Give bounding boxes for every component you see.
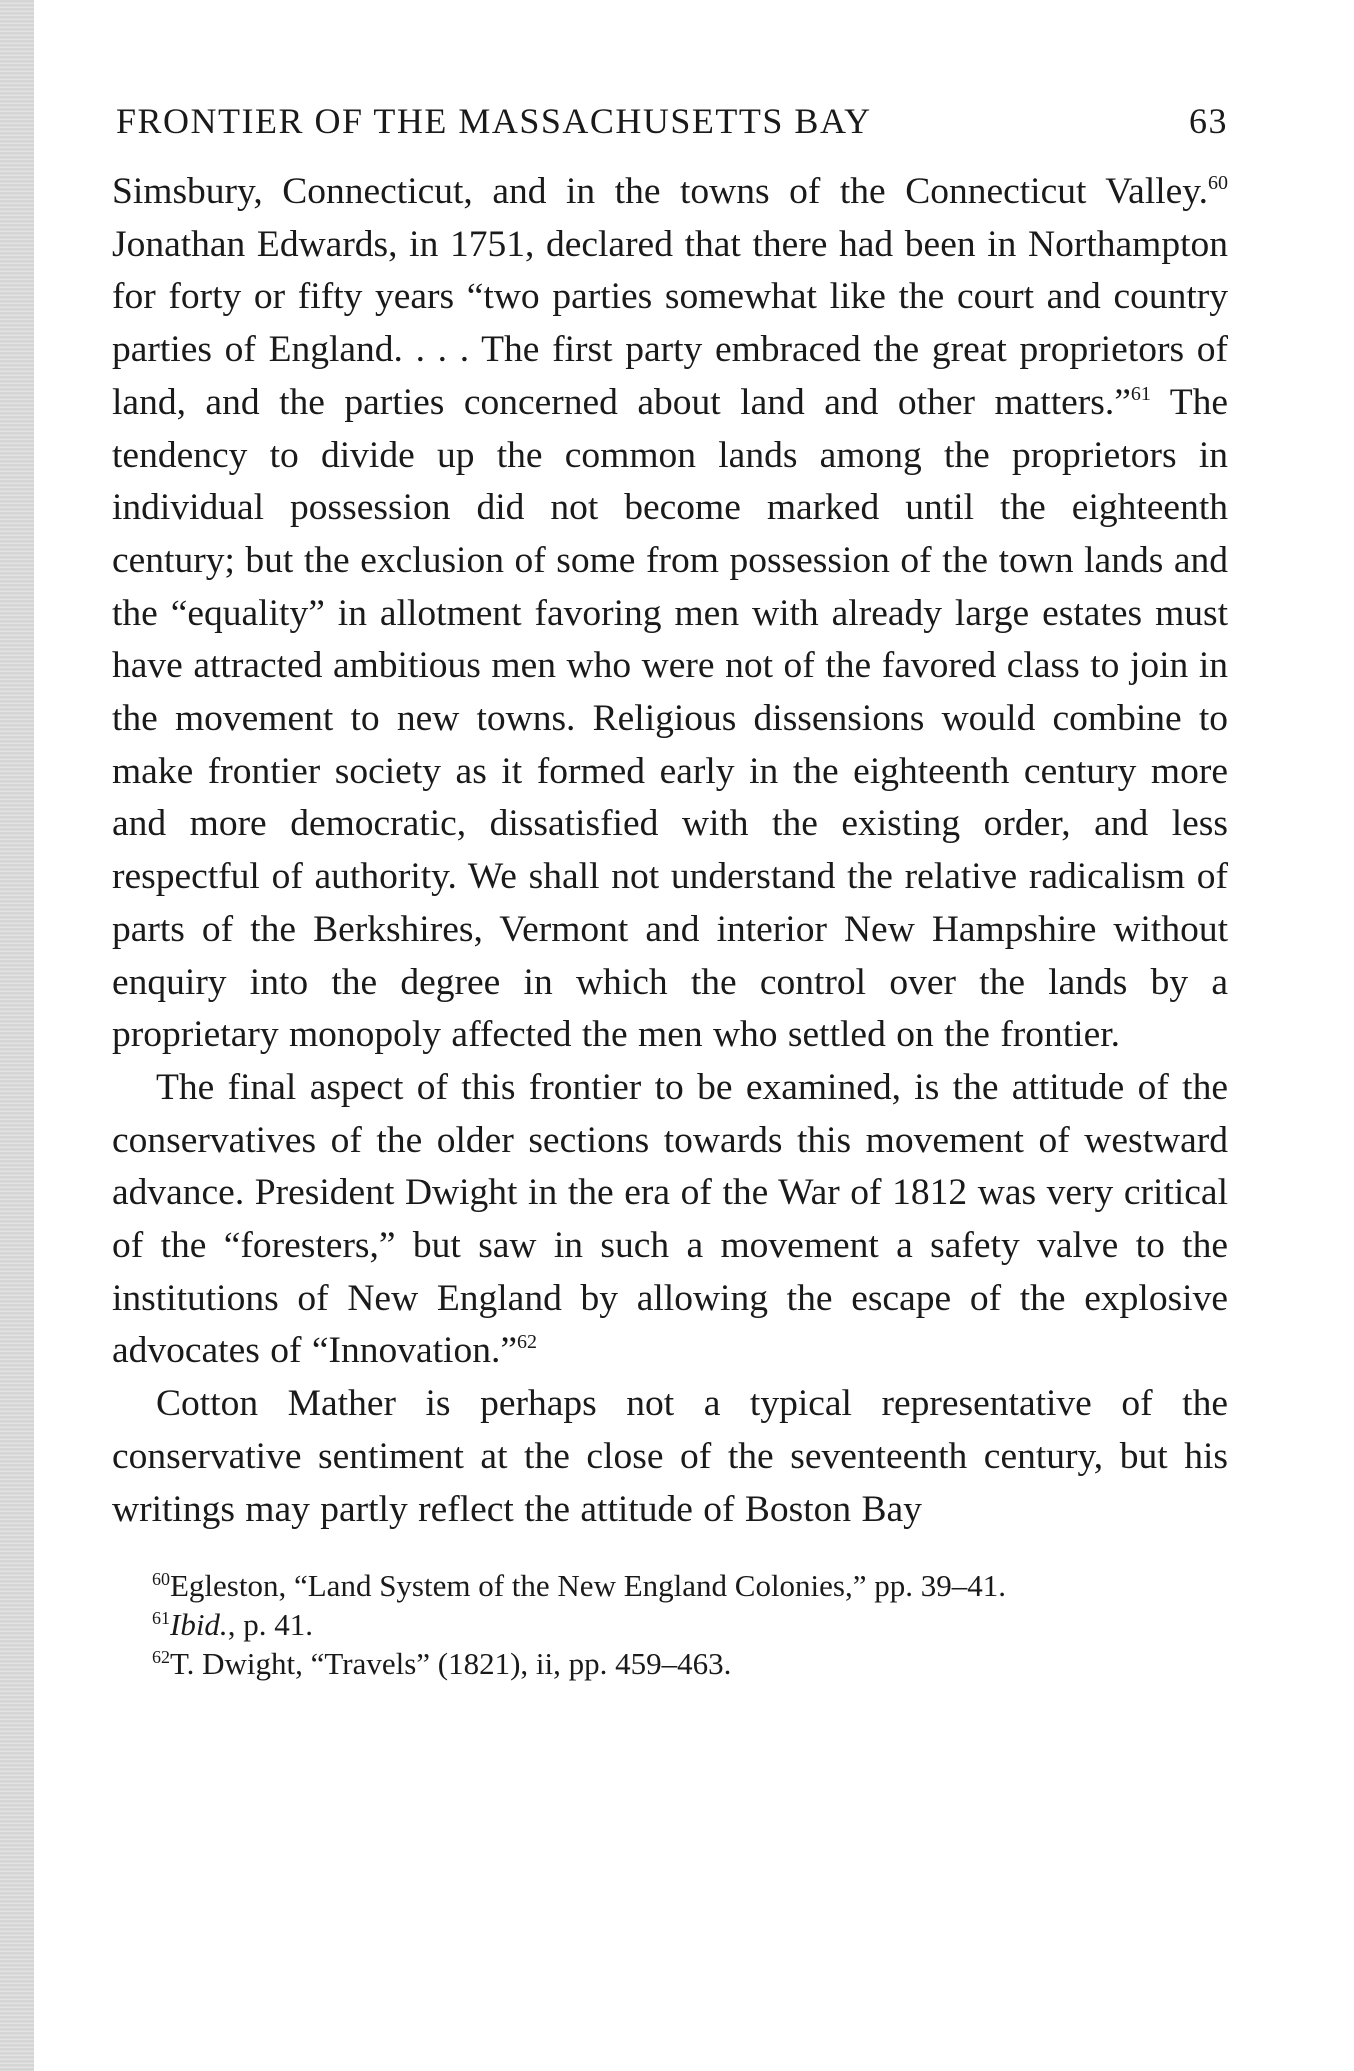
footnote-marker: 62 bbox=[152, 1647, 170, 1668]
scan-edge bbox=[0, 0, 34, 2071]
running-head-title: FRONTIER OF THE MASSACHUSETTS BAY bbox=[116, 101, 872, 141]
running-head bbox=[112, 100, 1228, 142]
text-run: Simsbury, Connecticut, and in the towns of the Connecticut Valley. bbox=[112, 171, 1208, 212]
text-run: Cotton Mather is perhaps not a typical representative of the conservative sentiment at the close of the seventeenth century, but his writings may partly reflect the attitude of Boston Bay bbox=[112, 1383, 1228, 1530]
body-text bbox=[112, 166, 1228, 1536]
footnote-text: , p. 41. bbox=[227, 1607, 313, 1643]
paragraph bbox=[112, 1378, 1228, 1536]
footnote-marker: 61 bbox=[152, 1608, 170, 1629]
footnote-text: Egleston, “Land System of the New England Colonies,” pp. 39–41. bbox=[170, 1568, 1007, 1604]
footnote bbox=[152, 1644, 1228, 1683]
book-page bbox=[112, 100, 1228, 1683]
text-run: The final aspect of this frontier to be examined, is the attitude of the conservatives of the older sections towards this movement of westward advance. President Dwight in the era of the War of 1812 was very critical of the “foresters,” but saw in such a movement a safety valve to the institutions of New England by allowing the escape of the explosive advocates of “Innovation.” bbox=[112, 1066, 1228, 1372]
footnote bbox=[152, 1605, 1228, 1644]
footnote-text: Ibid. bbox=[170, 1607, 228, 1643]
paragraph bbox=[112, 1062, 1228, 1378]
text-run: Jonathan Edwards, in 1751, declared that there had been in Northampton for forty or fifty years “two parties somewhat like the court and country parties of England. . . . The first party embraced the great proprietors of land, and the parties concerned about land and other matters.” bbox=[112, 223, 1228, 423]
footnote bbox=[152, 1566, 1228, 1605]
page-number: 63 bbox=[1189, 101, 1228, 141]
paragraph bbox=[112, 166, 1228, 1062]
footnotes bbox=[112, 1566, 1228, 1683]
footnote-text: T. Dwight, “Travels” (1821), ii, pp. 459–463. bbox=[170, 1646, 732, 1682]
footnote-ref: 62 bbox=[516, 1331, 537, 1354]
footnote-ref: 61 bbox=[1130, 382, 1151, 405]
text-run: The tendency to divide up the common lands among the proprietors in individual possession did not become marked until the eighteenth century; but the exclusion of some from possession of the town lands and the “equality” in allotment favoring men with already large estates must have attracted ambitious men who were not of the favored class to join in the movement to new towns. Religious dissensions would combine to make frontier society as it formed early in the eighteenth century more and more democratic, dissatisfied with the existing order, and less respectful of authority. We shall not understand the relative radicalism of parts of the Berkshires, Vermont and interior New Hampshire without enquiry into the degree in which the control over the lands by a proprietary monopoly affected the men who settled on the frontier. bbox=[112, 381, 1228, 1056]
footnote-marker: 60 bbox=[152, 1569, 170, 1590]
footnote-ref: 60 bbox=[1208, 172, 1228, 194]
